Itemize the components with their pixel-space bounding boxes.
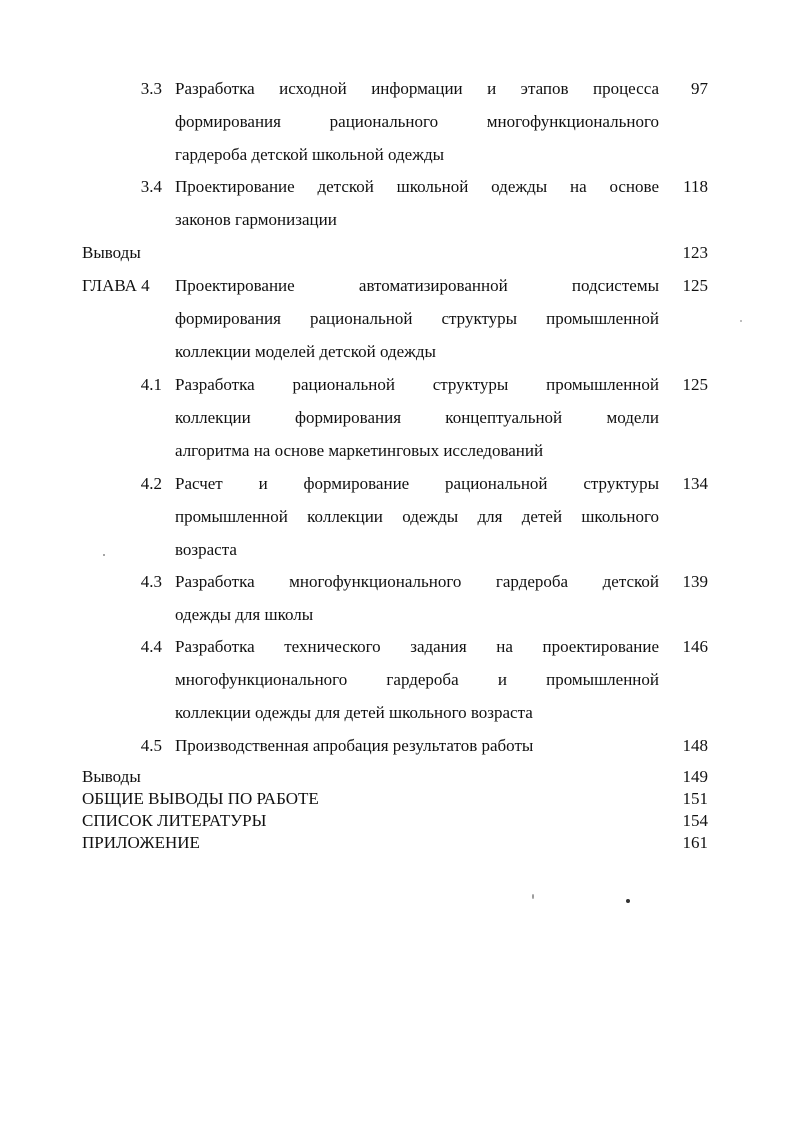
toc-entry-page: 161: [682, 833, 708, 852]
toc-entry-title: [175, 565, 659, 631]
toc-entry-title-line: законов гармонизации: [175, 210, 337, 229]
toc-entry-title-line: коллекции формирования концептуальной модели: [175, 408, 659, 427]
toc-entry-label: ОБЩИЕ ВЫВОДЫ ПО РАБОТЕ: [82, 789, 319, 808]
toc-entry-page: 148: [682, 736, 708, 755]
toc-entry-title-line: одежды для школы: [175, 605, 314, 624]
toc-entry-title-line: многофункционального гардероба и промышленной: [175, 670, 659, 689]
toc-entry-number: ГЛАВА 4: [82, 276, 150, 295]
toc-entry-number: 4.1: [140, 375, 162, 394]
toc-entry-title-line: Разработка многофункционального гардероба детской: [175, 572, 659, 591]
toc-entry-number: 3.4: [140, 177, 162, 196]
toc-entry-label: СПИСОК ЛИТЕРАТУРЫ: [82, 811, 267, 830]
scan-speck: [103, 554, 105, 556]
toc-entry-label: Выводы: [82, 767, 141, 786]
toc-entry-number: 4.5: [140, 736, 162, 755]
toc-entry-page: 149: [682, 767, 708, 786]
toc-entry-page: 125: [682, 276, 708, 295]
toc-entry-page: 151: [682, 789, 708, 808]
toc-entry-number: 4.2: [140, 474, 162, 493]
toc-entry-title: [175, 170, 659, 236]
toc-entry-title: [175, 630, 659, 729]
toc-entry-number: 4.4: [140, 637, 162, 656]
toc-entry-title-line: Производственная апробация результатов работы: [175, 736, 534, 755]
scan-speck: [740, 320, 742, 322]
toc-entry-number: 4.3: [140, 572, 162, 591]
scan-speck: [626, 899, 630, 903]
toc-entry-page: 146: [682, 637, 708, 656]
toc-entry-page: 118: [683, 177, 708, 196]
toc-entry-page: 125: [682, 375, 708, 394]
toc-entry-title-line: формирования рациональной структуры промышленной: [175, 309, 659, 328]
toc-entry-title-line: гардероба детской школьной одежды: [175, 145, 445, 164]
toc-entry-title: [175, 467, 659, 566]
toc-entry-label: ПРИЛОЖЕНИЕ: [82, 833, 200, 852]
toc-entry-title-line: алгоритма на основе маркетинговых исследований: [175, 441, 544, 460]
toc-entry-page: 154: [682, 811, 708, 830]
toc-entry-page: 139: [682, 572, 708, 591]
scan-speck: [532, 894, 534, 899]
toc-entry-title-line: коллекции одежды для детей школьного возраста: [175, 703, 533, 722]
toc-entry-title: [175, 72, 659, 171]
toc-entry-title-line: Разработка технического задания на проектирование: [175, 637, 659, 656]
toc-entry-number: 3.3: [140, 79, 162, 98]
toc-entry-title-line: Разработка рациональной структуры промышленной: [175, 375, 659, 394]
toc-entry-title-line: возраста: [175, 540, 237, 559]
toc-entry-title-line: Разработка исходной информации и этапов процесса: [175, 79, 659, 98]
toc-entry-title-line: промышленной коллекции одежды для детей школьного: [175, 507, 659, 526]
toc-entry-title-line: коллекции моделей детской одежды: [175, 342, 436, 361]
toc-entry-title-line: формирования рационального многофункционального: [175, 112, 659, 131]
toc-entry-title: [175, 729, 659, 762]
toc-entry-title-line: Расчет и формирование рациональной структуры: [175, 474, 659, 493]
toc-entry-page: 134: [682, 474, 708, 493]
toc-entry-label: Выводы: [82, 243, 141, 262]
toc-entry-title-line: Проектирование детской школьной одежды на основе: [175, 177, 659, 196]
toc-entry-title: [175, 269, 659, 368]
toc-entry-page: 97: [691, 79, 708, 98]
toc-entry-title: [175, 368, 659, 467]
toc-entry-title-line: Проектирование автоматизированной подсистемы: [175, 276, 659, 295]
toc-entry-page: 123: [682, 243, 708, 262]
